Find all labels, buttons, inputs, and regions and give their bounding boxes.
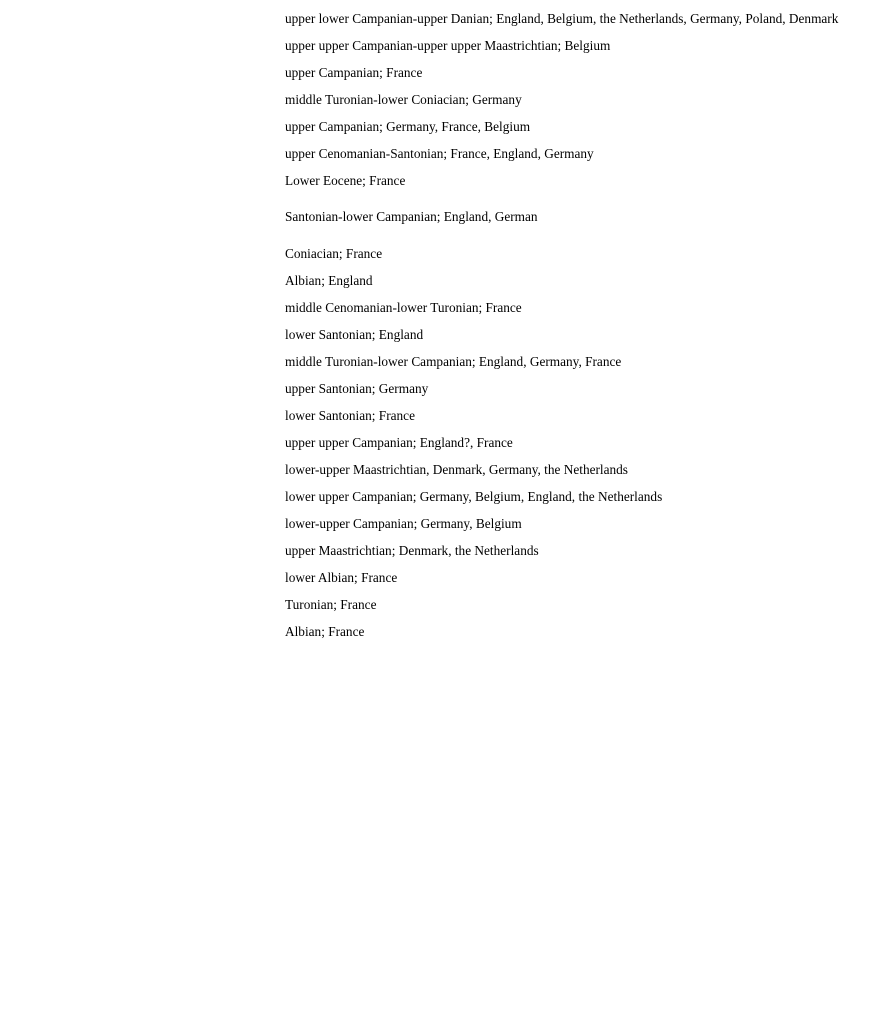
list-item: lower Santonian; England (285, 327, 424, 342)
list-item: upper Santonian; Germany (285, 381, 429, 396)
list-item: middle Turonian-lower Campanian; England, Germany, France (285, 354, 622, 369)
list-item: upper lower Campanian-upper Danian; England, Belgium, the Netherlands, Germany, Poland, Denmark (285, 11, 839, 26)
list-item: upper Campanian; France (285, 65, 423, 80)
list-item: Turonian; France (285, 597, 377, 612)
list-item: upper Cenomanian-Santonian; France, England, Germany (285, 146, 594, 161)
list-item: middle Cenomanian-lower Turonian; France (285, 300, 522, 315)
list-item: Albian; England (285, 273, 373, 288)
list-item: Coniacian; France (285, 246, 383, 261)
list-item: lower Santonian; France (285, 408, 415, 423)
list-item: lower upper Campanian; Germany, Belgium, England, the Netherlands (285, 489, 663, 504)
list-item: Albian; France (285, 624, 365, 639)
stratigraphic-range-list (285, 10, 873, 650)
list-item: middle Turonian-lower Coniacian; Germany (285, 92, 522, 107)
list-item: Santonian-lower Campanian; England, German (285, 209, 538, 224)
list-item: lower-upper Maastrichtian, Denmark, Germany, the Netherlands (285, 462, 628, 477)
list-item: upper upper Campanian-upper upper Maastrichtian; Belgium (285, 38, 611, 53)
list-item: upper upper Campanian; England?, France (285, 435, 513, 450)
list-item: lower Albian; France (285, 570, 398, 585)
list-item: upper Campanian; Germany, France, Belgium (285, 119, 531, 134)
list-item: Lower Eocene; France (285, 173, 406, 188)
list-item: lower-upper Campanian; Germany, Belgium (285, 516, 522, 531)
list-item: upper Maastrichtian; Denmark, the Netherlands (285, 543, 539, 558)
